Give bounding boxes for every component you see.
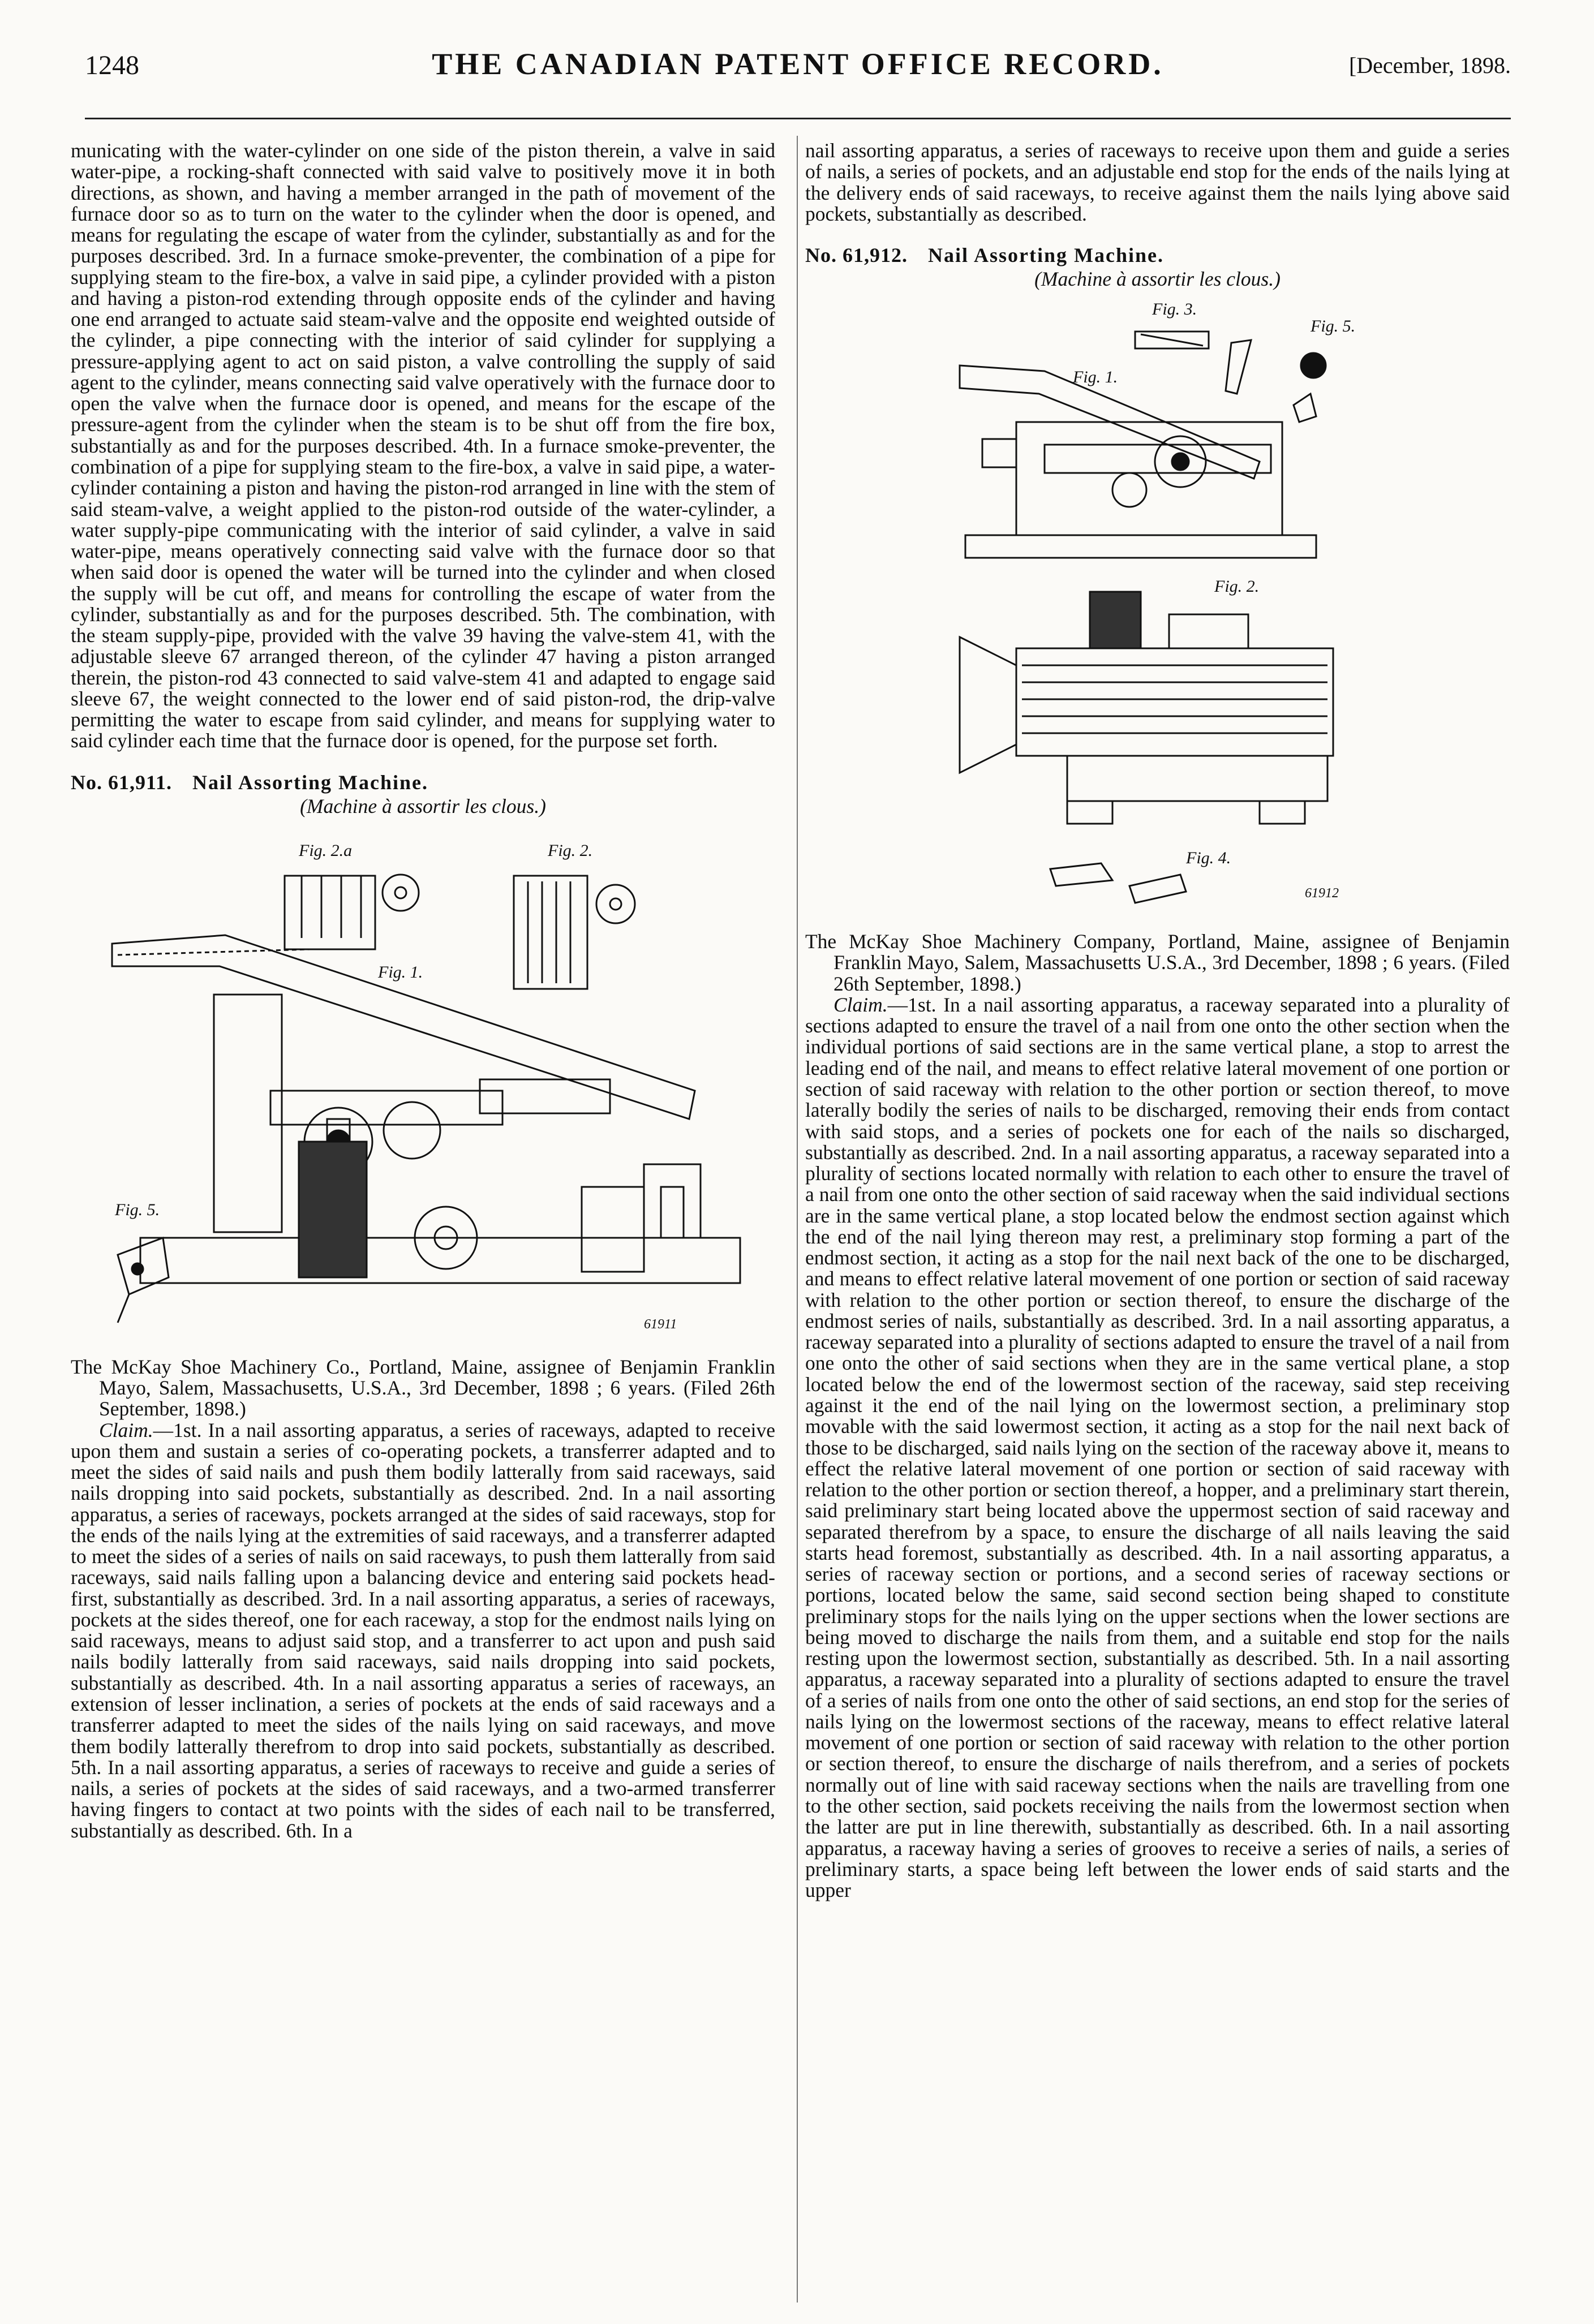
fig3-label: Fig. 3. [1152, 300, 1197, 319]
claims-61911 [71, 1420, 775, 1841]
page-number: 1248 [85, 50, 139, 80]
right-column [805, 140, 1510, 1901]
drawing-reference-number: 61911 [643, 1316, 677, 1332]
drawing-reference-number: 61912 [1304, 886, 1339, 901]
header-rule [85, 118, 1511, 119]
fig4-drawing [1050, 863, 1186, 903]
fig2-label: Fig. 2. [1214, 577, 1259, 596]
patent-heading-61911 [71, 772, 775, 794]
fig5-label: Fig. 5. [114, 1200, 160, 1219]
claim-text: —1st. In a nail assorting apparatus, a raceway separated into a plurality of sections adapted to ensure the travel of a nail from one onto the other section when the individual portions of said sections are in the same vertical plane, a stop to arrest the leading end of the nail, and means to effect relative lateral movement of one portion or section of said raceway with relation to the other portion or section thereof, to move laterally bodily the series of nails to be discharged, removing their ends from contact with said stops, and a series of pockets one for each of the nails so discharged, substantially as described. 2nd. In a nail assorting apparatus, a raceway separated into a plurality of sections located normally with relation to each other to ensure the travel of a nail from one onto the other section of said raceway when the said individual sections are in the same vertical plane, a stop located below the endmost section against which the end of the nail lying thereon may rest, a preliminary stop forming a part of the endmost section, it acting as a stop for the nail next back of the one to be discharged, and means to effect relative lateral movement of one portion or section of said raceway with relation to the other portion or section thereof, to ensure the discharge of the endmost series of nails, substantially as described. 3rd. In a nail assorting apparatus, a raceway separated into a plurality of sections adapted to ensure the travel of a nail from one onto the other of said sections when they are in the same vertical plane, a stop located below the end of the lowermost section of the raceway, said step receiving against it the end of the nail lying on the lowermost section, a preliminary stop movable with the said lowermost section, it acting as a stop for the nail next back of those to be discharged, said nails lying on the section of the raceway above it, means to effect the relative lateral movement of one portion or section of said raceway with relation to the other portion or section thereof, a hopper, and a preliminary start therein, said preliminary start being located above the uppermost section of said raceway and separated therefrom by a space, to ensure the discharge of all nails leaving the said starts head foremost, substantially as described. 4th. In a nail assorting apparatus, a series of raceway section or portions, and a second series of raceway sections or portions, located below the same, said second section being shaped to constitute preliminary stops for the nails lying on the upper sections when the lower sections are being moved to discharge the nails from them, and a suitable end stop for the nails resting upon the lowermost section, substantially as described. 5th. In a nail assorting apparatus, a raceway separated into a plurality of sections adapted to ensure the travel of a series of nails from one onto the other of said sections, an end stop for the series of nails lying on the lowermost sections of the raceway, means to effect relative lateral movement of one portion or section of said raceway with relation to the other portion or section thereof, to ensure the discharge of nails therefrom, and a series of pockets normally out of line with said raceway sections when the nails are travelling from one to the other section, said pockets receiving the nails from the lowermost section when the latter are put in line therewith, substantially as described. 6th. In a nail assorting apparatus, a raceway having a series of grooves to receive a series of nails, a series of preliminary starts, a space being left between the lower ends of said starts and the upper [805, 993, 1510, 1902]
patent-title-french: (Machine à assortir les clous.) [300, 794, 546, 817]
left-column [71, 140, 775, 1841]
claims-61912 [805, 995, 1510, 1901]
column-divider [797, 136, 798, 2303]
patent-drawing-61912 [943, 298, 1373, 920]
fig1-label: Fig. 1. [377, 962, 423, 982]
fig5-drawing [118, 1238, 169, 1323]
fig1-machine-drawing [112, 935, 740, 1283]
fig2a-label: Fig. 2.a [298, 841, 352, 860]
patent-title: Nail Assorting Machine. [928, 244, 1165, 267]
fig2-drawing [960, 592, 1333, 824]
fig1-machine-drawing [960, 365, 1316, 558]
patent-title-french: (Machine à assortir les clous.) [1034, 267, 1281, 290]
patent-title: Nail Assorting Machine. [192, 771, 429, 794]
journal-title: THE CANADIAN PATENT OFFICE RECORD. [432, 47, 1164, 81]
assignee-61911: The McKay Shoe Machinery Co., Portland, Maine, assignee of Benjamin Franklin Mayo, Salem, Massachusetts, U.S.A., 3rd December, 1898 ; 6 years. (Filed 26th September, 1898.) [71, 1355, 775, 1421]
fig2-label: Fig. 2. [547, 841, 592, 860]
patent-number: No. 61,911. [71, 771, 173, 794]
fig2a-drawing [285, 875, 419, 949]
patent-drawing-61911 [84, 825, 763, 1345]
fig2-drawing [514, 876, 635, 989]
issue-date: [December, 1898. [1348, 53, 1511, 78]
claim-label: Claim. [833, 993, 888, 1016]
fig5-drawing [1294, 353, 1326, 422]
fig1-label: Fig. 1. [1072, 368, 1118, 387]
claim-label: Claim. [99, 1418, 153, 1441]
fig4-label: Fig. 4. [1185, 849, 1231, 868]
patent-heading-61912 [805, 245, 1510, 266]
continuation-text: municating with the water-cylinder on one side of the piston therein, a valve in said water-pipe, a rocking-shaft connected with said valve to positively move it in both directions, as shown, and having a member arranged in the path of movement of the furnace door so as to turn on the water to the cylinder when the door is opened, and means for regulating the escape of water from the cylinder, substantially as and for the purposes described. 3rd. In a furnace smoke-preventer, the combination of a pipe for supplying steam to the fire-box, a valve in said pipe, a cylinder provided with a piston and having a piston-rod extending through opposite ends of the cylinder and having one end arranged to actuate said steam-valve and the opposite end weighted outside of the cylinder, a pipe connecting with the interior of said cylinder for supplying a pressure-applying agent to act on said piston, a valve controlling the supply of said agent to the cylinder, means connecting said valve operatively with the furnace door to open the valve when the furnace door is opened, and means for the escape of the pressure-agent from the cylinder when the steam is to be shut off from the fire box, substantially as and for the purposes described. 4th. In a furnace smoke-preventer, the combination of a pipe for supplying steam to the fire-box, a valve in said pipe, a water-cylinder containing a piston and having the piston-rod arranged in line with the stem of said steam-valve, a weight applied to the piston-rod outside of the water-cylinder, a water supply-pipe communicating with the interior of said cylinder, a valve in said water-pipe, means operatively connecting said valve with the furnace door so that when said door is opened the water will be turned into the cylinder and when closed the supply will be cut off, and means for controlling the escape of water from the cylinder, substantially as and for the purposes described. 5th. The combination, with the steam supply-pipe, provided with the valve 39 having the valve-stem 41, with the adjustable sleeve 67 arranged thereon, of the cylinder 47 having a piston arranged therein, the piston-rod 43 connected to said valve-stem 41 and adapted to engage said sleeve 67, the weight connected to the lower end of said piston-rod, the drip-valve permitting the water to escape from said cylinder, and means for supplying water to said cylinder each time that the furnace door is opened, for the purpose set forth. [71, 139, 775, 752]
fig5-label: Fig. 5. [1310, 317, 1355, 336]
continuation-text: nail assorting apparatus, a series of raceways to receive upon them and guide a series of nails, a series of pockets, and an adjustable end stop for the ends of the nails lying at the delivery ends of said raceways, to receive against them the nails lying above said pockets, substantially as described. [805, 139, 1510, 225]
patent-number: No. 61,912. [805, 244, 908, 267]
fig3-drawing [1135, 332, 1251, 394]
claim-text: —1st. In a nail assorting apparatus, a series of raceways, adapted to receive upon them and sustain a series of co-operating pockets, a transferrer adapted and to meet the sides of said nails and push them bodily latterally from said raceways, said nails dropping into said pockets, substantially as described. 2nd. In a nail assorting apparatus, a series of raceways, pockets arranged at the sides of said raceways, stop for the ends of the nails lying at the extremities of said raceways, and a transferrer adapted to meet the sides of a series of nails on said raceways, to push them latterally from said raceways, said nails falling upon a balancing device and entering said pockets head-first, substantially as described. 3rd. In a nail assorting apparatus, a series of raceways, pockets at the sides thereof, one for each raceway, a stop for the endmost nails lying on said raceways, means to adjust said stop, and a transferrer to act upon and push said nails bodily latterally from said raceways, said nails dropping into said pockets, substantially as described. 4th. In a nail assorting apparatus a series of raceways, an extension of lesser inclination, a series of pockets at the ends of said raceways and a transferrer adapted to meet the sides of the nails lying on said raceways, and move them bodily latterally therefrom to drop into said pockets, substantially as described. 5th. In a nail assorting apparatus, a series of raceways to receive and guide a series of nails, a series of pockets at the sides of said raceways, and a two-armed transferrer having fingers to contact at two points with the sides of each nail to be transferred, substantially as described. 6th. In a [71, 1418, 775, 1842]
page-header [85, 46, 1511, 86]
assignee-61912: The McKay Shoe Machinery Company, Portland, Maine, assignee of Benjamin Franklin Mayo, Salem, Massachusetts U.S.A., 3rd December, 1898 ; 6 years. (Filed 26th September, 1898.) [805, 930, 1510, 995]
